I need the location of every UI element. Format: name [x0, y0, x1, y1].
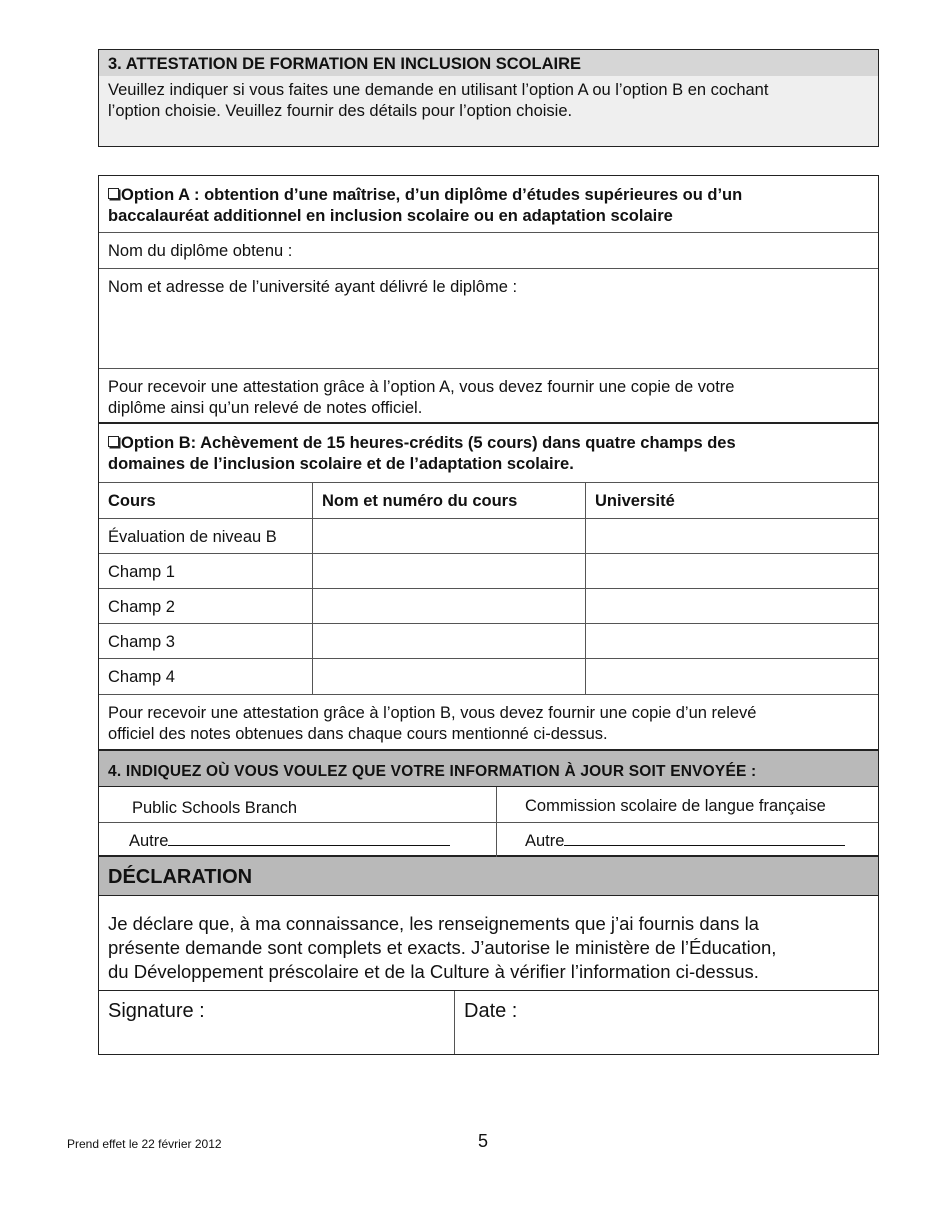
university-inputs[interactable] [586, 519, 878, 695]
instructions-line-2: l’option choisie. Veuillez fournir des détails pour l’option choisie. [108, 102, 573, 120]
diploma-name-field[interactable] [99, 233, 878, 269]
option-a-note-line-2: diplôme ainsi qu’un relevé de notes officiel. [108, 399, 423, 417]
university-address-field[interactable] [99, 269, 878, 369]
other-left-label: Autre [129, 832, 169, 850]
signature-label: Signature : [108, 1000, 205, 1022]
option-b-note [99, 695, 878, 751]
option-b-note-line-1: Pour recevoir une attestation grâce à l’option B, vous devez fournir une copie d’un relevé [108, 704, 757, 722]
option-a-title-line-2: baccalauréat additionnel en inclusion scolaire ou en adaptation scolaire [108, 207, 673, 225]
declaration-line-2: présente demande sont complets et exacts. J’autorise le ministère de l’Éducation, [108, 937, 777, 958]
table-row-label: Évaluation de niveau B [108, 528, 277, 546]
table-row-label: Champ 1 [108, 563, 175, 581]
option-a-title-line-1: Option A : obtention d’une maîtrise, d’un diplôme d’études supérieures ou d’un [121, 186, 743, 204]
declaration-title: DÉCLARATION [108, 866, 253, 888]
option-other-left[interactable] [129, 831, 450, 851]
table-row-label: Champ 2 [108, 598, 175, 616]
column-header-course-name: Nom et numéro du cours [322, 492, 518, 510]
section-3-title: 3. ATTESTATION DE FORMATION EN INCLUSION SCOLAIRE [99, 50, 878, 76]
other-right-label: Autre [525, 832, 565, 850]
option-b-title-line-1: Option B: Achèvement de 15 heures-crédits (5 cours) dans quatre champs des [121, 434, 736, 452]
declaration-text [99, 896, 878, 991]
university-address-label: Nom et adresse de l’université ayant délivré le diplôme : [108, 278, 518, 296]
option-a-note-line-1: Pour recevoir une attestation grâce à l’option A, vous devez fournir une copie de votre [108, 378, 735, 396]
section-4-divider [496, 787, 497, 857]
option-public-schools-branch[interactable]: Public Schools Branch [132, 799, 298, 817]
option-a-checkbox[interactable] [108, 188, 119, 199]
table-row-label: Champ 3 [108, 633, 175, 651]
signature-date-divider [454, 991, 455, 1054]
instructions-line-1: Veuillez indiquer si vous faites une demande en utilisant l’option A ou l’option B en cochant [108, 81, 769, 99]
column-header-university: Université [595, 492, 675, 510]
date-label: Date : [464, 1000, 518, 1022]
main-form [98, 175, 879, 1055]
diploma-name-label: Nom du diplôme obtenu : [108, 242, 293, 260]
signature-field[interactable] [99, 991, 454, 1054]
option-a-header [99, 176, 878, 233]
date-field[interactable] [455, 991, 878, 1054]
option-b-note-line-2: officiel des notes obtenues dans chaque cours mentionné ci-dessus. [108, 725, 608, 743]
course-table-header [99, 483, 878, 519]
option-b-title-line-2: domaines de l’inclusion scolaire et de l’adaptation scolaire. [108, 455, 574, 473]
option-commission-scolaire[interactable]: Commission scolaire de langue française [525, 797, 826, 815]
effective-date: Prend effet le 22 février 2012 [67, 1137, 222, 1151]
section-4-options-row-2 [99, 823, 878, 857]
column-header-cours: Cours [108, 492, 156, 510]
option-b-header [99, 424, 878, 483]
option-b-checkbox[interactable] [108, 436, 119, 447]
course-name-inputs[interactable] [313, 519, 584, 695]
declaration-line-3: du Développement préscolaire et de la Culture à vérifier l’information ci-dessus. [108, 961, 759, 982]
table-row-label: Champ 4 [108, 668, 175, 686]
declaration-header [99, 857, 878, 896]
other-right-line[interactable] [564, 831, 845, 846]
option-other-right[interactable] [525, 831, 845, 851]
section-4-title: 4. INDIQUEZ OÙ VOUS VOULEZ QUE VOTRE INFORMATION À JOUR SOIT ENVOYÉE : [108, 763, 757, 780]
other-left-line[interactable] [168, 831, 450, 846]
option-a-note [99, 369, 878, 424]
page-number: 5 [478, 1131, 489, 1151]
section-3-instructions [99, 76, 878, 122]
section-4-header [99, 751, 878, 787]
section-4-options-row-1 [99, 787, 878, 823]
section-3-box [98, 49, 879, 147]
declaration-line-1: Je déclare que, à ma connaissance, les renseignements que j’ai fournis dans la [108, 913, 759, 934]
